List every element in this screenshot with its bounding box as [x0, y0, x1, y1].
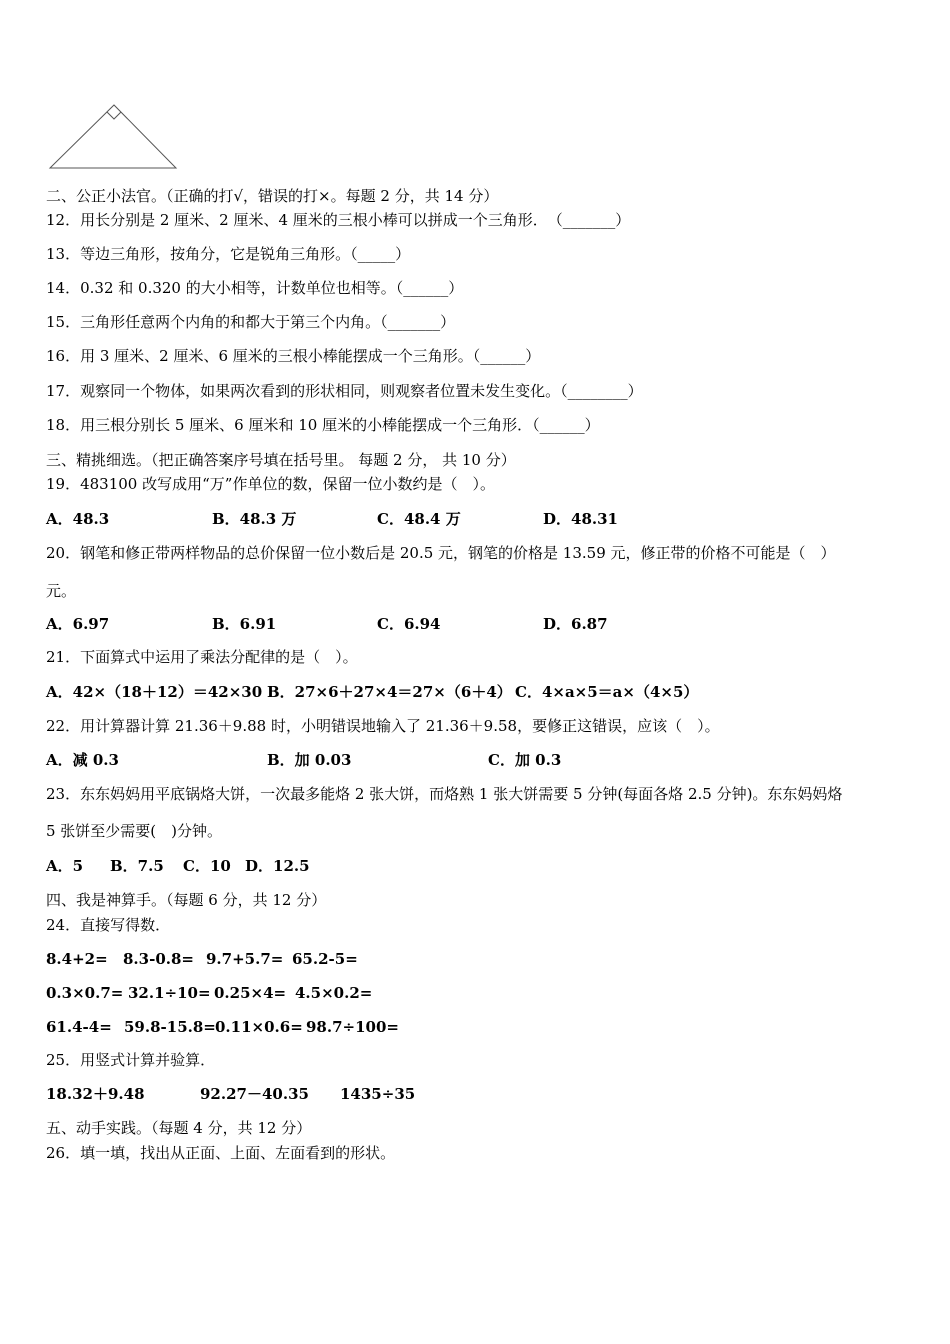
option-20-d: D．6.87 — [543, 615, 608, 633]
option-23-a: A．5 — [46, 857, 84, 875]
question-18: 18．用三根分别长 5 厘米、6 厘米和 10 厘米的小棒能摆成一个三角形．（______） — [46, 416, 600, 434]
question-24: 24．直接写得数． — [46, 916, 171, 934]
option-21-a: A．42×（18＋12）＝42×30 — [46, 683, 263, 701]
option-19-c: C．48.4 万 — [377, 510, 461, 528]
option-20-a: A．6.97 — [46, 615, 110, 633]
vertical-calc-item: 92.27－40.35 — [200, 1085, 309, 1103]
calc-item: 65.2-5= — [292, 950, 358, 968]
calc-item: 0.3×0.7= — [46, 984, 124, 1002]
option-22-a: A．减 0.3 — [46, 751, 119, 769]
option-20-b: B．6.91 — [212, 615, 277, 633]
question-20-line-2: 元。 — [46, 582, 77, 600]
calc-item: 59.8-15.8= — [124, 1018, 216, 1036]
calc-item: 32.1÷10= — [128, 984, 211, 1002]
question-25: 25．用竖式计算并验算． — [46, 1051, 216, 1069]
question-12: 12．用长分别是 2 厘米、2 厘米、4 厘米的三根小棒可以拼成一个三角形． （_______） — [46, 211, 631, 229]
question-13: 13．等边三角形，按角分，它是锐角三角形。（_____） — [46, 245, 411, 263]
calc-item: 9.7+5.7= — [206, 950, 284, 968]
question-16: 16．用 3 厘米、2 厘米、6 厘米的三根小棒能摆成一个三角形。（______） — [46, 347, 541, 365]
calc-item: 61.4-4= — [46, 1018, 112, 1036]
right-triangle-figure — [0, 0, 200, 180]
calc-item: 98.7÷100= — [306, 1018, 399, 1036]
question-23-line-1: 23．东东妈妈用平底锅烙大饼，一次最多能烙 2 张大饼，而烙熟 1 张大饼需要 5 分钟(每面各烙 2.5 分钟)。东东妈妈烙 — [46, 785, 843, 803]
question-19: 19．483100 改写成用“万”作单位的数，保留一位小数约是（ ）。 — [46, 475, 495, 493]
option-19-a: A．48.3 — [46, 510, 110, 528]
option-21-c: C．4×a×5＝a×（4×5） — [515, 683, 699, 701]
vertical-calc-item: 18.32＋9.48 — [46, 1085, 145, 1103]
option-19-b: B．48.3 万 — [212, 510, 297, 528]
question-17: 17．观察同一个物体，如果两次看到的形状相同，则观察者位置未发生变化。（________） — [46, 382, 643, 400]
option-23-d: D．12.5 — [245, 857, 310, 875]
section-4-heading: 四、我是神算手。（每题 6 分，共 12 分） — [46, 891, 327, 909]
option-22-c: C．加 0.3 — [488, 751, 562, 769]
calc-item: 8.4+2= — [46, 950, 108, 968]
option-23-b: B．7.5 — [110, 857, 164, 875]
option-23-c: C．10 — [183, 857, 231, 875]
option-22-b: B．加 0.03 — [267, 751, 352, 769]
question-14: 14．0.32 和 0.320 的大小相等，计数单位也相等。（______） — [46, 279, 464, 297]
question-15: 15．三角形任意两个内角的和都大于第三个内角。（_______） — [46, 313, 456, 331]
option-21-b: B．27×6＋27×4＝27×（6＋4） — [267, 683, 512, 701]
calc-item: 0.11×0.6= — [215, 1018, 303, 1036]
section-2-heading: 二、公正小法官。（正确的打√，错误的打×。每题 2 分，共 14 分） — [46, 187, 499, 205]
question-21: 21．下面算式中运用了乘法分配律的是（ ）。 — [46, 648, 358, 666]
option-19-d: D．48.31 — [543, 510, 618, 528]
option-20-c: C．6.94 — [377, 615, 441, 633]
calc-item: 0.25×4= — [214, 984, 287, 1002]
vertical-calc-item: 1435÷35 — [340, 1085, 416, 1103]
question-23-line-2: 5 张饼至少需要( )分钟。 — [46, 822, 223, 840]
section-5-heading: 五、动手实践。（每题 4 分，共 12 分） — [46, 1119, 312, 1137]
question-22: 22．用计算器计算 21.36＋9.88 时，小明错误地输入了 21.36＋9.58，要修正这错误，应该（ ）。 — [46, 717, 720, 735]
calc-item: 8.3-0.8= — [123, 950, 194, 968]
section-3-heading: 三、精挑细选。（把正确答案序号填在括号里。 每题 2 分， 共 10 分） — [46, 451, 516, 469]
calc-item: 4.5×0.2= — [295, 984, 373, 1002]
question-20-line-1: 20．钢笔和修正带两样物品的总价保留一位小数后是 20.5 元，钢笔的价格是 13.59 元，修正带的价格不可能是（ ） — [46, 544, 836, 562]
question-26: 26．填一填，找出从正面、上面、左面看到的形状。 — [46, 1144, 396, 1162]
